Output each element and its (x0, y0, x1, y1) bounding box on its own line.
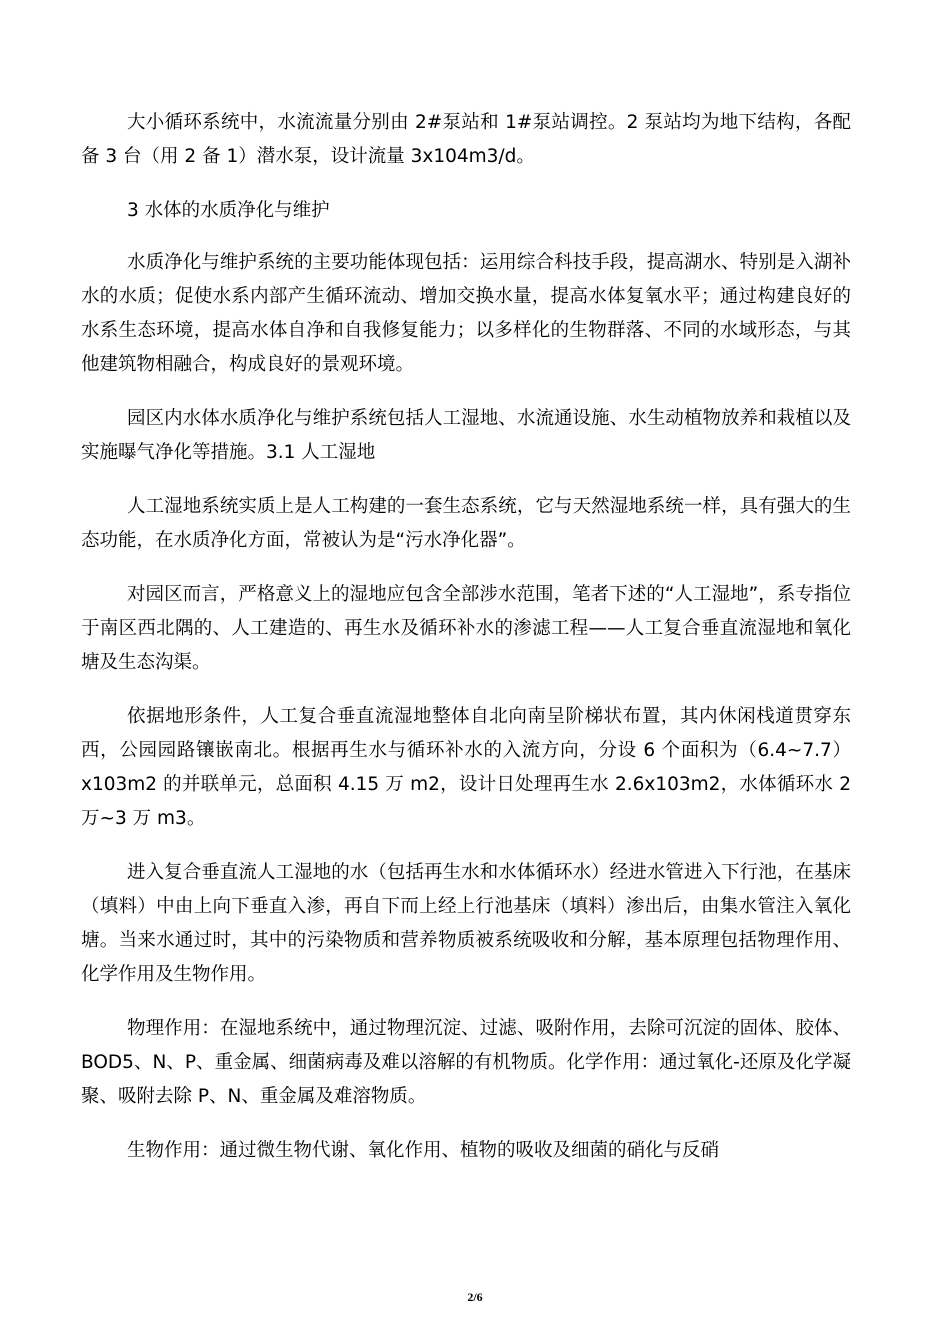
paragraph-biological: 生物作用：通过微生物代谢、氧化作用、植物的吸收及细菌的硝化与反硝 (127, 1140, 720, 1161)
section-heading-water-purification: 3 水体的水质净化与维护 (127, 200, 330, 221)
paragraph-system-functions: 水质净化与维护系统的主要功能体现包括：运用综合科技手段，提高湖水、特别是入湖补水的水质；促使水系内部产生循环流动、增加交换水量，提高水体复氧水平；通过构建良好的水系生态环境，提高水体自净和自我修复能力；以多样化的生物群落、不同的水域形态，与其他建筑物相融合，构成良好的景观环境。 (81, 252, 851, 375)
paragraph-physical-chemical: 物理作用：在湿地系统中，通过物理沉淀、过滤、吸附作用，去除可沉淀的固体、胶体、BOD5、N、P、重金属、细菌病毒及难以溶解的有机物质。化学作用：通过氧化-还原及化学凝聚、吸附去除 P、N、重金属及难溶物质。 (81, 1018, 851, 1107)
paragraph-wetland-definition: 人工湿地系统实质上是人工构建的一套生态系统，它与天然湿地系统一样，具有强大的生态功能，在水质净化方面，常被认为是“污水净化器”。 (81, 496, 851, 551)
paragraph-pump-stations: 大小循环系统中，水流流量分别由 2#泵站和 1#泵站调控。2 泵站均为地下结构，各配备 3 台（用 2 备 1）潜水泵，设计流量 3x104m3/d。 (81, 112, 851, 167)
page-number: 2/6 (467, 1290, 483, 1304)
document-body (81, 106, 851, 1188)
paragraph-wetland-process: 进入复合垂直流人工湿地的水（包括再生水和水体循环水）经进水管进入下行池，在基床（填料）中由上向下垂直入渗，再自下而上经上行池基床（填料）渗出后，由集水管注入氧化塘。当来水通过时，其中的污染物质和营养物质被系统吸收和分解，基本原理包括物理作用、化学作用及生物作用。 (81, 862, 851, 985)
paragraph-wetland-scope: 对园区而言，严格意义上的湿地应包含全部涉水范围，笔者下述的“人工湿地”，系专指位于南区西北隅的、人工建造的、再生水及循环补水的渗滤工程——人工复合垂直流湿地和氧化塘及生态沟渠。 (81, 584, 851, 673)
paragraph-wetland-layout: 依据地形条件，人工复合垂直流湿地整体自北向南呈阶梯状布置，其内休闲栈道贯穿东西，公园园路镶嵌南北。根据再生水与循环补水的入流方向，分设 6 个面积为（6.4~7.7）x103m2 的并联单元，总面积 4.15 万 m2，设计日处理再生水 2.6x103m2，水体循环水 2 万~3 万 m3。 (81, 706, 851, 829)
paragraph-system-components: 园区内水体水质净化与维护系统包括人工湿地、水流通设施、水生动植物放养和栽植以及实施曝气净化等措施。3.1 人工湿地 (81, 408, 851, 463)
